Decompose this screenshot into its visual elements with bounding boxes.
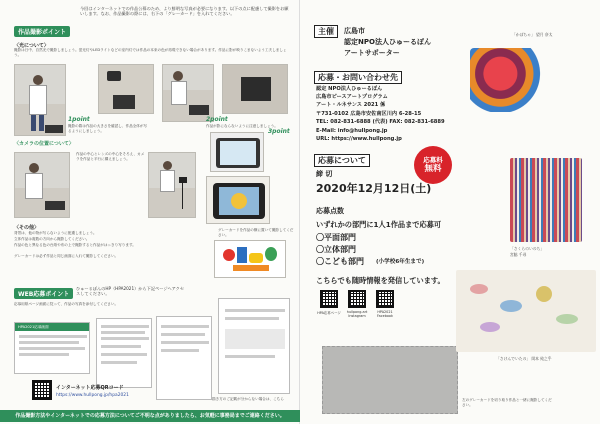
photo-step1b — [98, 64, 154, 114]
fee-badge-line-2: 無料 — [424, 164, 442, 174]
apply-qr-code[interactable] — [32, 380, 52, 400]
subhead-light: 〈光について〉 — [14, 43, 49, 49]
contact-address: 〒731-0102 広島市安佐南区川内 6-28-15 — [316, 111, 422, 117]
web-text: ひゅーるぽんのHP（HPA2021）から下記ページへアクセスしてください。 — [76, 286, 185, 297]
tip-1: 背景は、他の物が写らないように配慮しましょう。 — [14, 231, 97, 235]
category-3d: 〇立体部門 — [316, 245, 356, 254]
tip-4: グレーカードは必ず作品と同じ画面に入れて撮影してください。 — [14, 254, 119, 258]
contact-line-1: 認定 NPO法人ひゅーるぽん — [316, 86, 383, 92]
step-1-caption: 撮影の際は作品の大きさを確認し、作品全体が写るようにしましょう。 — [68, 124, 148, 133]
artwork-kabocha — [470, 48, 546, 112]
camera-text: 作品の中心とレンズの中心をそろえ、カメラを作品と平行に構えましょう。 — [76, 152, 145, 161]
apply-url-link[interactable]: https://www.hullpong.jp/hpa2021 — [56, 393, 129, 398]
qr-instagram[interactable] — [348, 290, 366, 308]
footer-bar: 作品撮影方法やインターネットでの応募方法についてご不明な点がありましたら、お気軽に事務局までご連絡ください。 — [0, 410, 300, 422]
step-2-label: 2point — [206, 116, 228, 123]
tip-3: 作品の色と異なる色の台紙や布の上で撮影すると作品がはっきり写ります。 — [14, 243, 136, 247]
organizer-line-2: 認定NPO法人ひゅーるぽん — [344, 38, 431, 46]
photo-tripod — [148, 152, 196, 218]
light-text: 撮影は日中、自然光で撮影しましょう。蛍光灯やLEDライトなどの室内灯では作品の本来の色が再現できない場合があります。作品に影が映りこまないよう工夫しましょう。 — [14, 48, 287, 57]
photo-step1 — [14, 64, 66, 136]
artwork-example — [214, 240, 286, 278]
qr-label-facebook: HPA2021 Facebook — [377, 310, 393, 318]
qr-hpa-page[interactable] — [320, 290, 338, 308]
qr-label-instagram: hullpong.art Instagram — [346, 310, 368, 318]
right-page — [300, 0, 600, 424]
photo-screen — [206, 176, 270, 224]
organizer-line-3: アートサポーター — [344, 49, 400, 57]
step-2-caption: 作品が影にならないように注意しましょう。 — [206, 124, 278, 128]
contact-url[interactable]: URL: https://www.hullpong.jp — [316, 136, 402, 142]
graycard-note: 左のグレーカードを切り取り作品と一緒に撮影してください。 — [462, 398, 552, 407]
step-3-label: 3point — [268, 128, 290, 135]
qr-caption: インターネット応募QRコード — [56, 385, 124, 391]
form-screenshot-4 — [218, 298, 290, 394]
organizer-label: 主催 — [314, 25, 338, 38]
photo-step2 — [162, 64, 214, 122]
caption-sakende: 「さけんでいたの」 岡本 純之乎 — [496, 356, 552, 361]
tip-2: 立体作品は複数の方向から撮影してください。 — [14, 237, 90, 241]
deadline-label: 締 切 — [316, 170, 333, 178]
contact-line-3: アート・ルネサンス 2021 係 — [316, 102, 386, 108]
photo-tablet — [210, 132, 264, 172]
count-label: 応募点数 — [316, 207, 344, 215]
photo-step2b — [222, 64, 288, 114]
category-flat: 〇平面部門 — [316, 233, 356, 242]
contact-label: 応募・お問い合わせ先 — [314, 71, 402, 84]
kids-note: (小学校6年生まで) — [376, 259, 425, 265]
form-title: HPA2021応募画面 — [15, 323, 89, 331]
deadline-date: 2020年12月12日(土) — [316, 182, 432, 195]
submission-rule: いずれかの部門に1人1作品まで応募可 — [316, 220, 442, 229]
step-3-caption: グレーカードを作品の横に置いて撮影してください。 — [218, 228, 294, 237]
caption-kabocha: 「かぼちゃ」 望月 奈太 — [512, 32, 553, 37]
category-kids: 〇こども部門 — [316, 257, 364, 266]
intro-text: 今回はインターネットでの作品公募のため、より鮮明な写真が必要になります。以下の点に配慮して撮影をお願いします。なお、作品撮影の際には、右下の「グレーカード」を入れてください。 — [80, 6, 289, 17]
sns-text: こちらでも随時情報を発信しています。 — [316, 276, 445, 285]
web-detail: 応募用紙ページ画面に従って、作品の写真を添付してください。 — [14, 302, 119, 306]
contact-line-2: 広島市ピースアートプログラム — [316, 94, 388, 100]
contact-phone: TEL: 082-831-6888 (代表) FAX: 082-831-6889 — [316, 119, 445, 125]
artwork-sakende — [456, 270, 596, 352]
organizer-line-1: 広島市 — [344, 27, 365, 35]
free-fee-badge — [414, 146, 452, 184]
about-label: 応募について — [314, 154, 370, 167]
bottom-note: 描き方のご記載が分からない場合は、こちら — [212, 397, 284, 401]
gray-card — [322, 346, 458, 414]
fee-badge-line-1: 応募料 — [423, 156, 443, 164]
tips-title: 〈その他〉 — [14, 225, 40, 231]
qr-label-hpa: HPA応募ページ — [317, 311, 341, 315]
form-screenshot — [14, 322, 90, 374]
form-screenshot-3 — [156, 316, 212, 400]
contact-email[interactable]: E-Mail: info@hullpong.jp — [316, 128, 388, 134]
section-title-web: WEB応募ポイント — [14, 288, 73, 299]
subhead-camera: 〈カメラの位置について〉 — [14, 141, 74, 147]
photo-camera-position — [14, 152, 70, 218]
section-title-photo-points: 作品撮影ポイント — [14, 26, 70, 37]
form-screenshot-2 — [96, 318, 152, 388]
step-1-label: 1point — [68, 116, 90, 123]
qr-facebook[interactable] — [376, 290, 394, 308]
caption-sakura: 「さくらのいのち」 宮脇 千尋 — [510, 246, 545, 257]
artwork-sakura — [510, 158, 582, 242]
